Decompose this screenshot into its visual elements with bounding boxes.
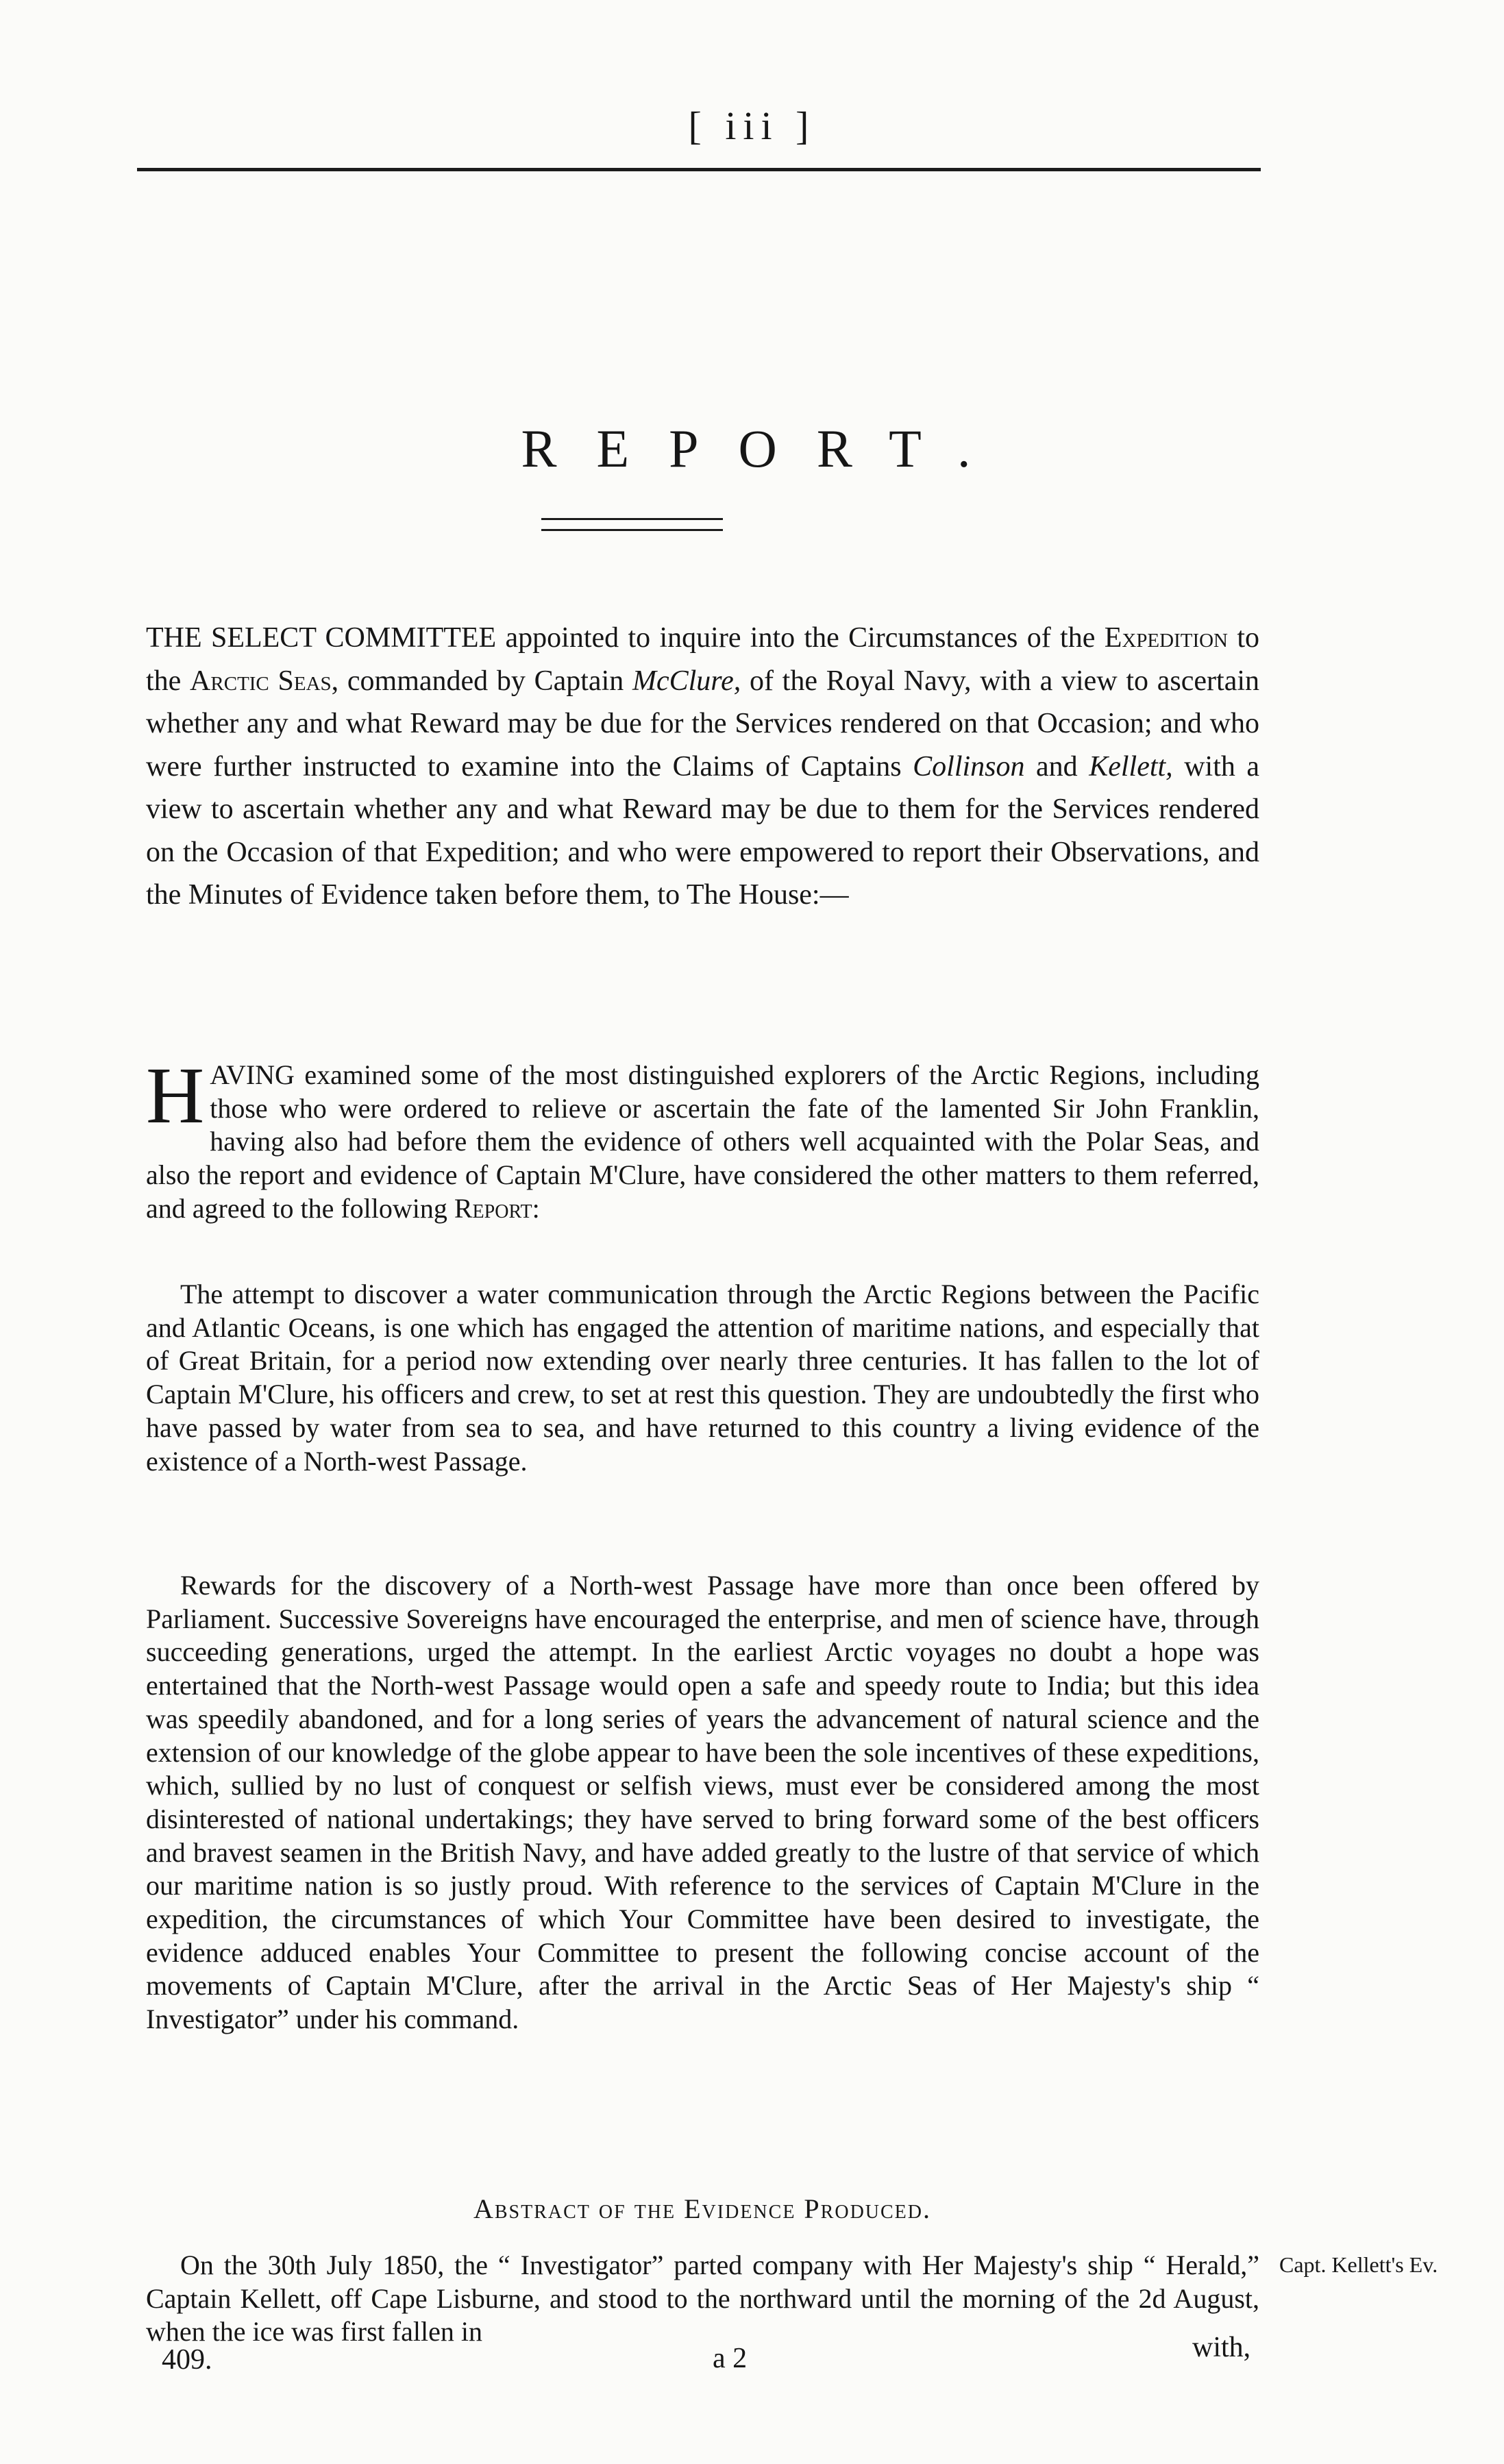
title-rule-bottom [541, 529, 723, 531]
preamble-text: of the Royal Navy, with a view to ascertain whether any and what Reward may be due for the Services rendered on that Occasion; and who were further instructed to examine into the Claims of Captains [146, 665, 1260, 783]
preamble-arctic-seas: Arctic Seas [190, 665, 332, 697]
preamble-expedition: Expedition [1104, 622, 1228, 654]
preamble-text: to the [146, 622, 1260, 697]
page-number: [ iii ] [688, 103, 816, 148]
paragraph-having-examined [146, 1050, 1259, 1226]
preamble-text: and [1036, 750, 1078, 783]
paragraph-30th-july: On the 30th July 1850, the “ Investigator” parted company with Her Majesty's ship “ Herald,” Captain Kellett, off Cape Lisburne, and stood to the northward until the morning of the 2d August, when the ice was first fallen in [146, 2250, 1259, 2348]
paragraph-text: AVING examined some of the most distinguished explorers of the Arctic Regions, including those who were ordered to relieve or ascertain the fate of the lamented Sir John Franklin, having also had before them the evidence of others well acquainted with the Polar Seas, and also the report and evidence of Captain M'Clure, have considered the other matters to them referred, and agreed to the following [146, 1059, 1259, 1224]
document-number: 409. [162, 2344, 212, 2376]
report-title: REPORT. [521, 419, 1011, 478]
preamble-lead: THE SELECT COMMITTEE [146, 622, 497, 654]
drop-cap: H [146, 1050, 205, 1140]
title-rule-top [541, 518, 723, 520]
report-word: Report [454, 1192, 532, 1224]
preamble-text: , commanded by Captain [331, 665, 624, 697]
preamble-collinson: Collinson [913, 750, 1025, 783]
preamble-text: appointed to inquire into the Circumstances of the [505, 622, 1096, 654]
preamble-kellett: Kellett, [1089, 750, 1173, 783]
preamble-mcclure: McClure, [632, 665, 741, 697]
abstract-heading: Abstract of the Evidence Produced. [473, 2193, 932, 2224]
preamble-text: with a view to ascertain whether any and what Reward may be due to them for the Services rendered on the Occasion of that Expedition; and who were empowered to report their Observations, and the Minutes of Evidence taken before them, to The House:— [146, 750, 1260, 911]
catchword: with, [1192, 2332, 1251, 2363]
header-rule [137, 168, 1261, 171]
signature-mark: a 2 [713, 2343, 748, 2374]
margin-note: Capt. Kellett's Ev. [1279, 2252, 1438, 2277]
paragraph-end: : [532, 1192, 540, 1224]
paragraph-rewards: Rewards for the discovery of a North-west Passage have more than once been offered by Parliament. Successive Sovereigns have encouraged the enterprise, and men of science have, through succeeding generations, urged the attempt. In the earliest Arctic voyages no doubt a hope was entertained that the North-west Passage would open a safe and speedy route to India; but this idea was speedily abandoned, and for a long series of years the advancement of natural science and the extension of our knowledge of the globe appear to have been the sole incentives of these expeditions, which, sullied by no lust of conquest or selfish views, must ever be considered among the most disinterested of national undertakings; they have served to bring forward some of the best officers and bravest seamen in the British Navy, and have added greatly to the lustre of that service of which our maritime nation is so justly proud. With reference to the services of Captain M'Clure in the expedition, the circumstances of which Your Committee have been desired to investigate, the evidence adduced enables Your Committee to present the following concise account of the movements of Captain M'Clure, after the arrival in the Arctic Seas of Her Majesty's ship “ Investigator” under his command. [146, 1570, 1259, 2035]
paragraph-attempt: The attempt to discover a water communication through the Arctic Regions between the Pacific and Atlantic Oceans, is one which has engaged the attention of maritime nations, and especially that of Great Britain, for a period now extending over nearly three centuries. It has fallen to the lot of Captain M'Clure, his officers and crew, to set at rest this question. They are undoubtedly the first who have passed by water from sea to sea, and have returned to this country a living evidence of the existence of a North-west Passage. [146, 1279, 1259, 1477]
committee-preamble [146, 617, 1259, 917]
